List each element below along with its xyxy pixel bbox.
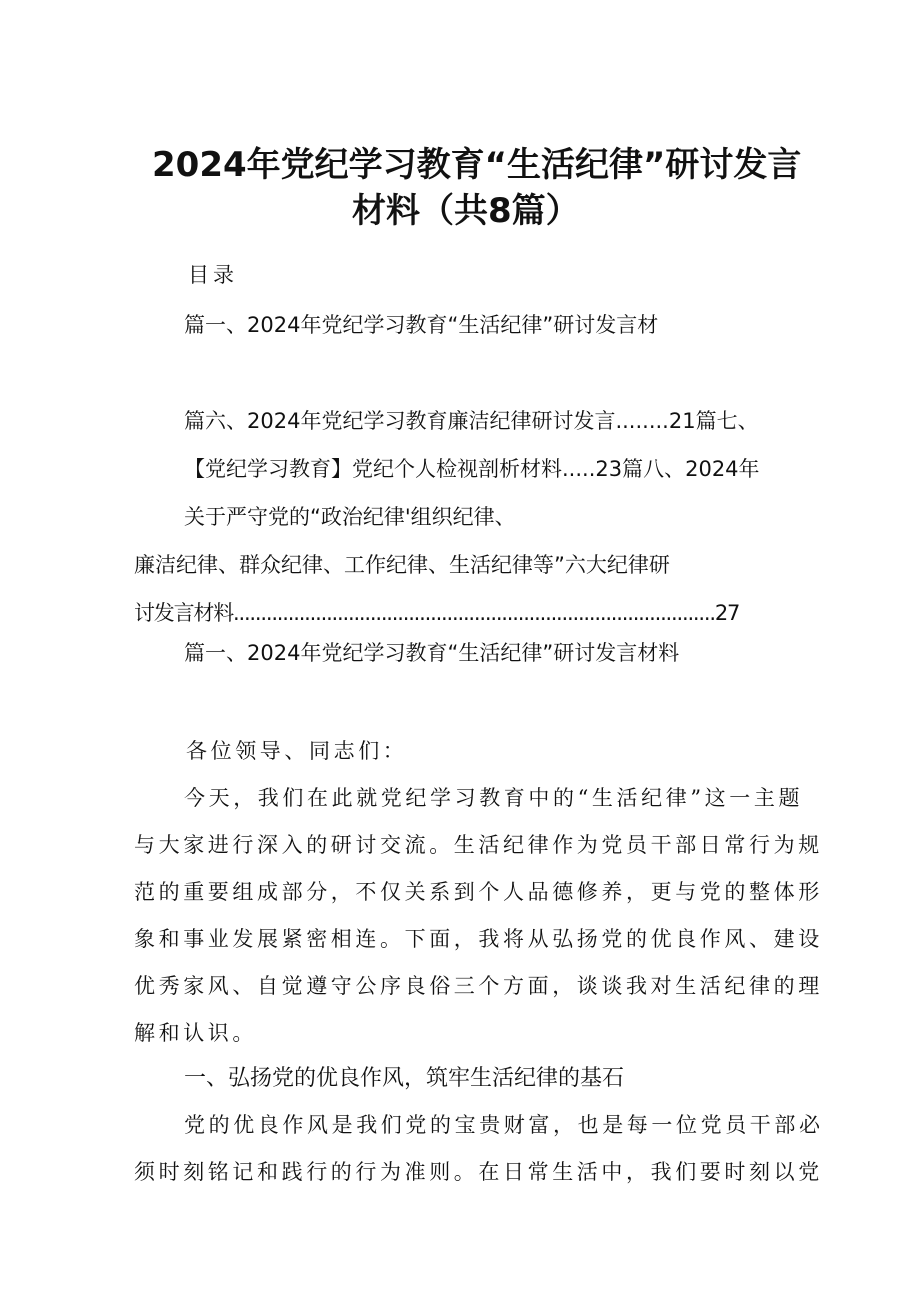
paragraph-line: 解和认识。 (134, 1021, 257, 1045)
toc-entry: 篇一、2024年党纪学习教育“生活纪律”研讨发言材 (184, 313, 659, 337)
toc-entry: 【党纪学习教育】党纪个人检视剖析材料.....23篇八、2024年 (184, 457, 760, 481)
toc-entry: 关于严守党的“政治纪律'组织纪律、 (184, 505, 516, 529)
document-title-line-2: 材料（共8篇） (352, 191, 580, 231)
toc-entry: 廉洁纪律、群众纪律、工作纪律、生活纪律等”六大纪律研 (134, 553, 670, 577)
paragraph-line: 优秀家风、自觉遵守公序良俗三个方面，谈谈我对生活纪律的理 (134, 974, 823, 998)
section-title: 篇一、2024年党纪学习教育“生活纪律”研讨发言材料 (184, 641, 680, 665)
toc-label: 目录 (188, 263, 238, 287)
document-title-line-1: 2024年党纪学习教育“生活纪律”研讨发言 (152, 145, 802, 185)
paragraph-line: 象和事业发展紧密相连。下面，我将从弘扬党的优良作风、建设 (134, 927, 823, 951)
paragraph-line: 须时刻铭记和践行的行为准则。在日常生活中，我们要时刻以党 (134, 1160, 823, 1184)
paragraph-line: 与大家进行深入的研讨交流。生活纪律作为党员干部日常行为规 (134, 833, 823, 857)
paragraph-line: 党的优良作风是我们党的宝贵财富，也是每一位党员干部必 (184, 1113, 824, 1137)
paragraph-line: 范的重要组成部分，不仅关系到个人品德修养，更与党的整体形 (134, 880, 823, 904)
toc-entry: 篇六、2024年党纪学习教育廉洁纪律研讨发言........21篇七、 (184, 409, 759, 433)
salutation: 各位领导、同志们： (186, 739, 408, 763)
toc-entry: 讨发言材料........................................................................................27 (134, 601, 740, 625)
paragraph-line: 今天，我们在此就党纪学习教育中的“生活纪律”这一主题 (184, 786, 804, 810)
section-heading: 一、弘扬党的优良作风，筑牢生活纪律的基石 (184, 1066, 625, 1091)
